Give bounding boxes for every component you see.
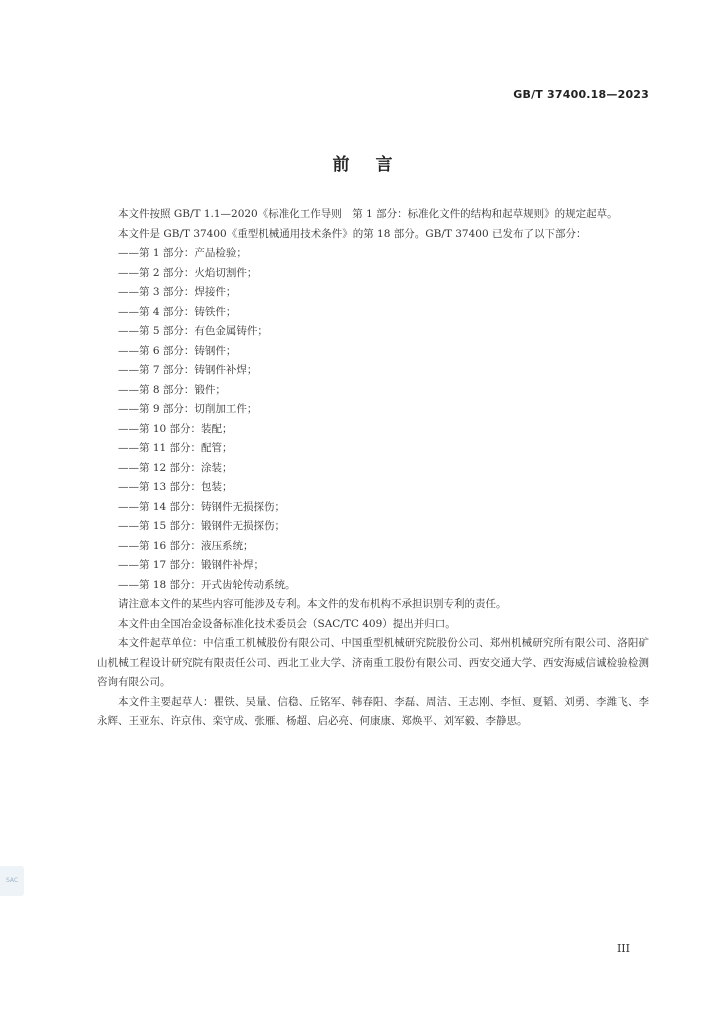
- list-item: ——第 10 部分：装配；: [118, 422, 233, 435]
- list-item: ——第 1 部分：产品检验；: [118, 247, 247, 259]
- list-item: ——第 14 部分：铸钢件无损探伤；: [118, 500, 286, 513]
- list-item: ——第 4 部分：铸铁件；: [118, 305, 237, 318]
- list-item: ——第 15 部分：锻钢件无损探伤；: [118, 520, 286, 532]
- list-item: ——第 11 部分：配管；: [118, 442, 233, 454]
- parts-list: [97, 244, 649, 595]
- paragraph-drafting-units: 本文件起草单位：中信重工机械股份有限公司、中国重型机械研究院股份公司、郑州机械研究所有限公司、洛阳矿山机械工程设计研究院有限责任公司、西北工业大学、济南重工股份有限公司、西安交通大学、西安海威信诚检验检测咨询有限公司。: [97, 637, 649, 688]
- paragraph-patent-notice: 请注意本文件的某些内容可能涉及专利。本文件的发布机构不承担识别专利的责任。: [118, 598, 507, 610]
- paragraph-drafting-rules: 本文件按照 GB/T 1.1—2020《标准化工作导则 第 1 部分：标准化文件的结构和起草规则》的规定起草。: [118, 208, 618, 220]
- list-item: ——第 5 部分：有色金属铸件；: [118, 325, 268, 337]
- paragraph-drafters: 本文件主要起草人：瞿铁、吴量、信稳、丘铭军、韩春阳、李磊、周洁、王志刚、李恒、夏韬、刘勇、李潍飞、李永辉、王亚东、许京伟、栾守成、张雁、杨超、启必亮、何康康、郑焕平、刘军毅、李静思。: [97, 695, 649, 727]
- standard-code: GB/T 37400.18—2023: [513, 88, 649, 101]
- paragraph-proposer: 本文件由全国冶金设备标准化技术委员会（SAC/TC 409）提出并归口。: [118, 617, 456, 630]
- document-body: [97, 205, 649, 732]
- list-item: ——第 17 部分：锻钢件补焊；: [118, 559, 265, 571]
- list-item: ——第 6 部分：铸钢件；: [118, 344, 237, 357]
- page-number: III: [616, 942, 630, 955]
- list-item: ——第 18 部分：开式齿轮传动系统。: [118, 578, 296, 591]
- list-item: ——第 8 部分：锻件；: [118, 383, 226, 396]
- paragraph-series-intro: 本文件是 GB/T 37400《重型机械通用技术条件》的第 18 部分。GB/T 37400 已发布了以下部分：: [118, 227, 587, 240]
- list-item: ——第 7 部分：铸钢件补焊；: [118, 364, 258, 376]
- page-title: 前言: [332, 155, 419, 175]
- list-item: ——第 16 部分：液压系统；: [118, 539, 254, 552]
- list-item: ——第 12 部分：涂装；: [118, 461, 233, 474]
- list-item: ——第 13 部分：包装；: [118, 481, 233, 493]
- watermark-stamp: SAC: [0, 866, 24, 896]
- list-item: ——第 2 部分：火焰切割件；: [118, 266, 258, 279]
- list-item: ——第 9 部分：切削加工件；: [118, 403, 258, 415]
- list-item: ——第 3 部分：焊接件；: [118, 286, 237, 298]
